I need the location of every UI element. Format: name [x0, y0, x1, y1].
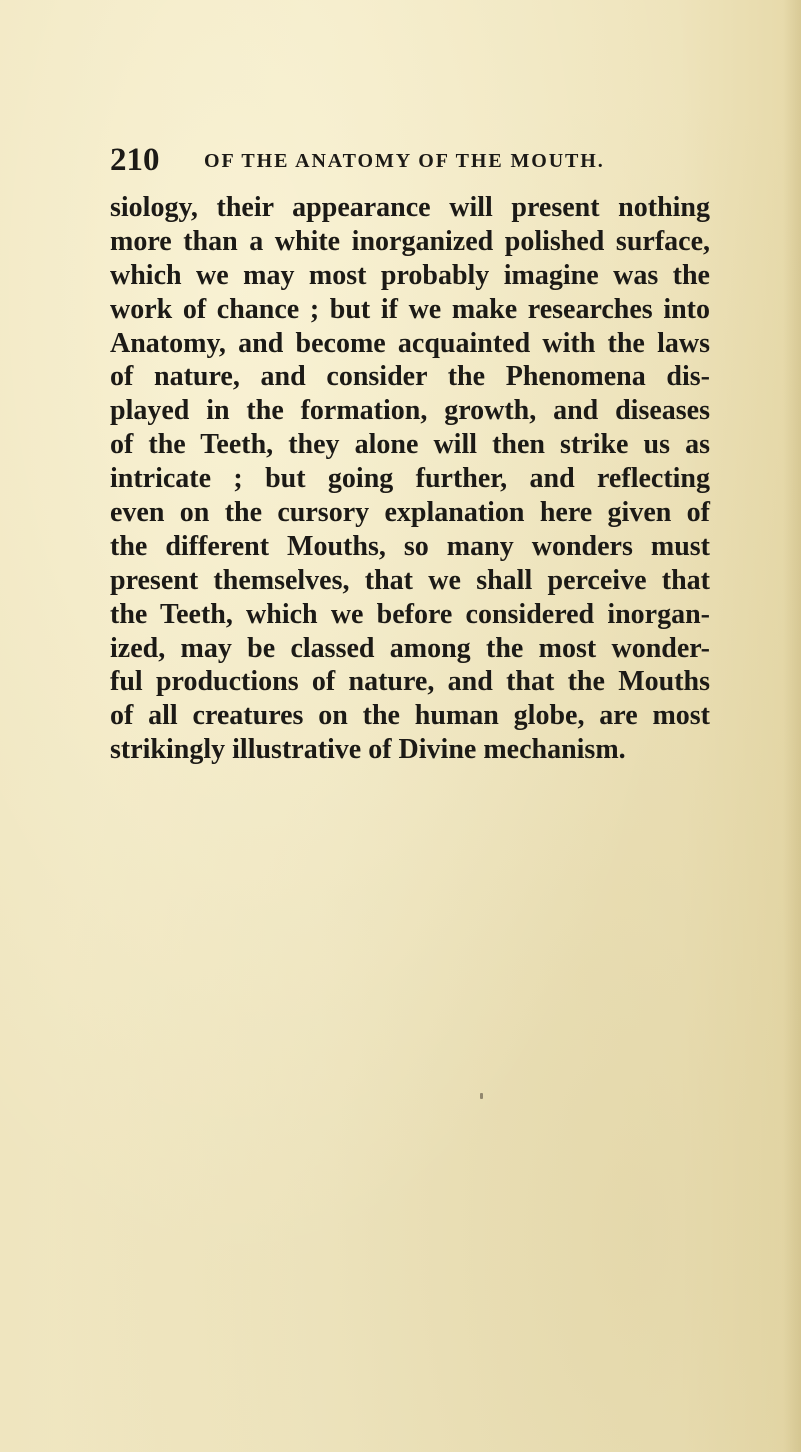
- page-number: 210: [110, 142, 160, 178]
- text-line: the Teeth, which we before considered inorgan-: [110, 598, 710, 630]
- text-line: the different Mouths, so many wonders must: [110, 530, 710, 562]
- text-line: of the Teeth, they alone will then strike us as: [110, 429, 710, 461]
- text-line: of all creatures on the human globe, are most: [110, 700, 710, 732]
- text-line: which we may most probably imagine was the: [110, 259, 710, 291]
- text-line: strikingly illustrative of Divine mechanism.: [110, 734, 626, 766]
- text-line: ized, may be classed among the most wonder-: [110, 632, 710, 664]
- running-head-title: OF THE ANATOMY OF THE MOUTH.: [204, 150, 605, 172]
- running-head: [110, 142, 710, 178]
- text-line: even on the cursory explanation here given of: [110, 497, 710, 529]
- text-line: siology, their appearance will present nothing: [110, 192, 710, 223]
- text-line: Anatomy, and become acquainted with the laws: [110, 327, 710, 359]
- text-line: more than a white inorganized polished surface,: [110, 225, 710, 257]
- text-line: work of chance ; but if we make researches into: [110, 293, 710, 325]
- body-paragraph: [110, 191, 710, 767]
- text-line: of nature, and consider the Phenomena dis-: [110, 361, 710, 393]
- paper-speck: [480, 1093, 483, 1099]
- text-line: ful productions of nature, and that the Mouths: [110, 666, 710, 698]
- page-edge-shadow: [783, 0, 801, 1452]
- text-line: intricate ; but going further, and reflecting: [110, 463, 710, 495]
- text-line: present themselves, that we shall perceive that: [110, 564, 710, 596]
- text-line: played in the formation, growth, and diseases: [110, 395, 710, 427]
